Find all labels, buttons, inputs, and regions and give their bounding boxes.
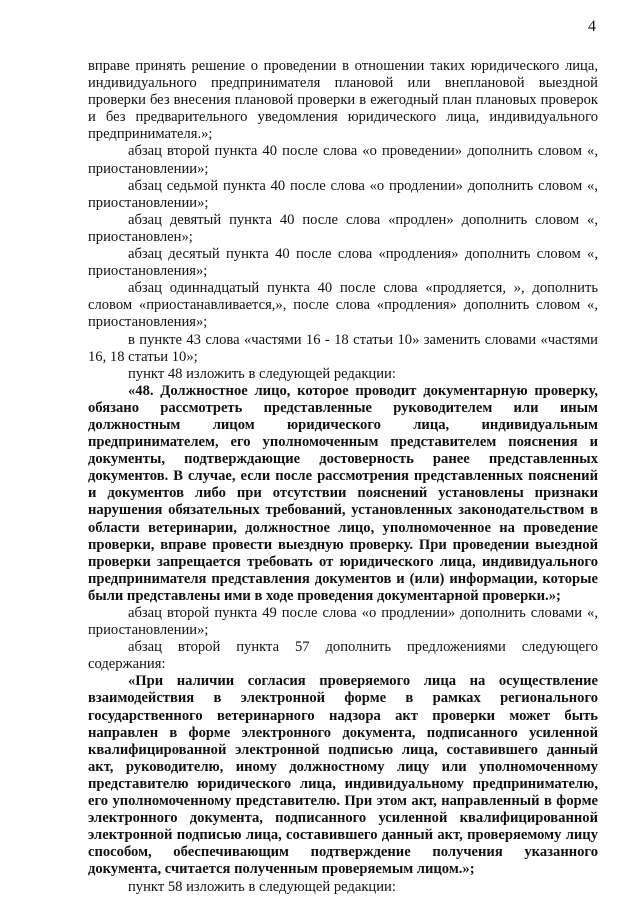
quoted-clause-57: «При наличии согласия проверяемого лица на осуществление взаимодействия в электронной форме в рамках регионального государственного ветеринарного надзора акт проверки может быть направлен в форме электронного документа, подписанного усиленной квалифицированной электронной подписью лица, составившего данный акт, руководителю, иному должностному лицу или уполномоченному представителю юридического лица, индивидуальному предпринимателю, его уполномоченному представителю. При этом акт, направленный в форме электронного документа, подписанного усиленной квалифицированной электронной подписью лица, составившего данный акт, проверяемому лицу способом, обеспечивающим подтверждение получения указанного документа, считается полученным проверяемым лицом.»; xyxy=(88,673,598,878)
paragraph-amendment: абзац десятый пункта 40 после слова «продления» дополнить словом «, приостановления»; xyxy=(88,246,598,280)
page-number: 4 xyxy=(588,18,596,35)
paragraph-amendment: пункт 58 изложить в следующей редакции: xyxy=(128,878,396,895)
paragraph-continuation: вправе принять решение о проведении в отношении таких юридического лица, индивидуального предпринимателя плановой или внеплановой выездной проверки без внесения плановой проверки в ежегодный план плановых проверок и без предварительного уведомления юридического лица, индивидуального предпринимателя.»; xyxy=(88,58,598,143)
paragraph-amendment: абзац второй пункта 40 после слова «о проведении» дополнить словом «, приостановлении»; xyxy=(88,143,598,177)
quoted-clause-48: «48. Должностное лицо, которое проводит документарную проверку, обязано рассмотреть представленные руководителем или иным должностным лицом юридического лица, индивидуальным предпринимателем, его уполномоченным представителем пояснения и документы, подтверждающие достоверность ранее представленных документов. В случае, если после рассмотрения представленных пояснений и документов либо при отсутствии пояснений установлены признаки нарушения обязательных требований, установленных законодательством в области ветеринарии, должностное лицо, уполномоченное на проведение проверки, вправе провести выездную проверку. При проведении выездной проверки запрещается требовать от юридического лица, индивидуального предпринимателя представления документов и (или) информации, которые были представлены ими в ходе проведения документарной проверки.»; xyxy=(88,382,598,604)
paragraph-amendment: абзац седьмой пункта 40 после слова «о продлении» дополнить словом «, приостановлении»; xyxy=(88,177,598,211)
document-body xyxy=(88,58,598,896)
paragraph-amendment: абзац второй пункта 57 дополнить предложениями следующего содержания: xyxy=(88,639,598,673)
paragraph-amendment: абзац девятый пункта 40 после слова «продлен» дополнить словом «, приостановлен»; xyxy=(88,211,598,245)
paragraph-amendment: абзац второй пункта 49 после слова «о продлении» дополнить словами «, приостановлении»; xyxy=(88,605,598,639)
paragraph-amendment: пункт 48 изложить в следующей редакции: xyxy=(128,365,396,382)
paragraph-amendment: в пункте 43 слова «частями 16 - 18 статьи 10» заменить словами «частями 16, 18 статьи 10»; xyxy=(88,331,598,365)
paragraph-amendment: абзац одиннадцатый пункта 40 после слова «продляется, », дополнить словом «приостанавливается,», после слова «продления» дополнить словом «, приостановления»; xyxy=(88,280,598,331)
